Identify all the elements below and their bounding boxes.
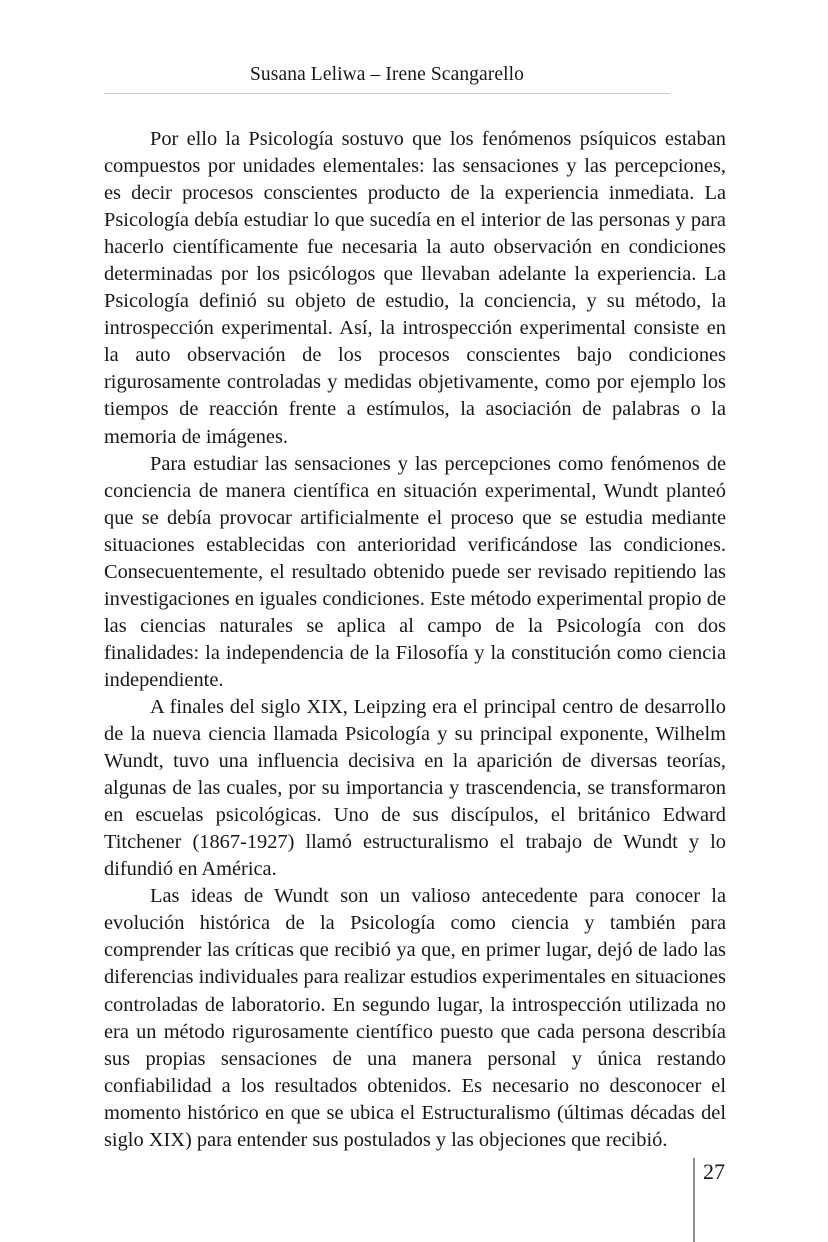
body-paragraph: Las ideas de Wundt son un valioso antecedente para conocer la evolución histórica de la Psicología como ciencia y también para comprender las críticas que recibió ya que, en primer lugar, dejó de lado las diferencias individuales para realizar estudios experimentales en situaciones controladas de laboratorio. En segundo lugar, la introspección utilizada no era un método rigurosamente científico puesto que cada persona describía sus propias sensaciones de una manera personal y única restando confiabilidad a los resultados obtenidos. Es necesario no desconocer el momento histórico en que se ubica el Estructuralismo (últimas décadas del siglo XIX) para entender sus postulados y las objeciones que recibió. — [104, 885, 726, 1151]
body-paragraph: Por ello la Psicología sostuvo que los fenómenos psíquicos estaban compuestos por unidades elementales: las sensaciones y las percepciones, es decir procesos conscientes producto de la experiencia inmediata. La Psicología debía estudiar lo que sucedía en el interior de las personas y para hacerlo científicamente fue necesaria la auto observación en condiciones determinadas por los psicólogos que llevaban adelante la experiencia. La Psicología definió su objeto de estudio, la conciencia, y su método, la introspección experimental. Así, la introspección experimental consiste en la auto observación de los procesos conscientes bajo condiciones rigurosamente controladas y medidas objetivamente, como por ejemplo los tiempos de reacción frente a estímulos, la asociación de palabras o la memoria de imágenes. — [104, 128, 726, 448]
header-divider-rule — [104, 93, 670, 94]
body-paragraph: A finales del siglo XIX, Leipzing era el principal centro de desarrollo de la nueva ciencia llamada Psicología y su principal exponente, Wilhelm Wundt, tuvo una influencia decisiva en la aparición de diversas teorías, algunas de las cuales, por su importancia y trascendencia, se transformaron en escuelas psicológicas. Uno de sus discípulos, el británico Edward Titchener (1867-1927) llamó estructuralismo el trabajo de Wundt y lo difundió en América. — [104, 695, 726, 881]
folio-divider-rule — [693, 1158, 695, 1242]
body-paragraph: Para estudiar las sensaciones y las percepciones como fenómenos de conciencia de manera científica en situación experimental, Wundt planteó que se debía provocar artificialmente el proceso que se estudia mediante situaciones establecidas con anterioridad verificándose las condiciones. Consecuentemente, el resultado obtenido puede ser revisado repitiendo las investigaciones en iguales condiciones. Este método experimental propio de las ciencias naturales se aplica al campo de la Psicología con dos finalidades: la independencia de la Filosofía y la constitución como ciencia independiente. — [104, 452, 726, 691]
page-number: 27 — [703, 1159, 725, 1184]
running-header-title: Susana Leliwa – Irene Scangarello — [249, 64, 525, 85]
body-text-column — [104, 126, 726, 1154]
